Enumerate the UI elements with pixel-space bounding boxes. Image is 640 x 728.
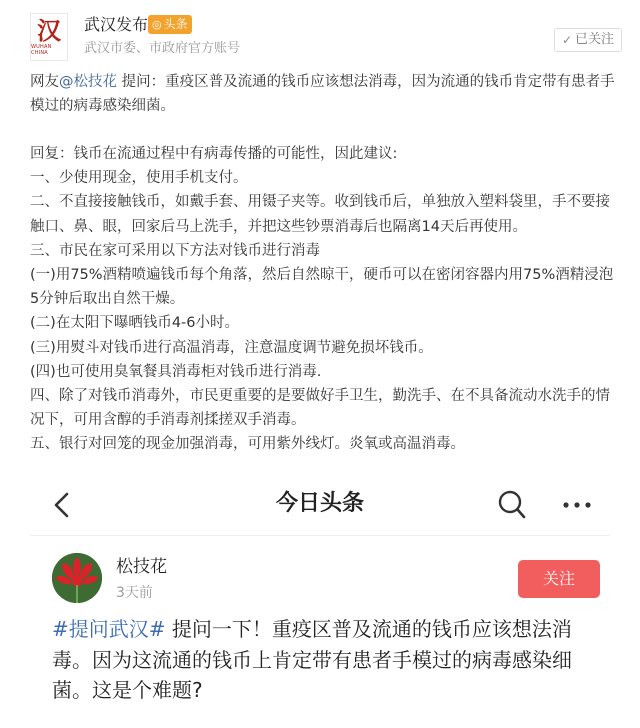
badge-label: 头条 [163,17,188,31]
followed-button[interactable] [554,28,622,52]
search-icon[interactable] [497,489,527,521]
reply-line: (三)用熨斗对钱币进行高温消毒，注意温度调节避免损坏钱币。 [30,339,433,356]
post-body-text: 提问一下！重疫区普及流通的钱币应该想法消毒。因为这流通的钱币上肯定带有患者手模过的病毒感染细菌。这是个难题? [52,617,572,702]
follow-button[interactable]: 关注 [518,560,600,598]
reply-line: (四)也可使用臭氧餐具消毒柜对钱币进行消毒. [30,363,322,380]
logo-text: WUHAN CHINA [31,44,52,56]
app-title: 今日头条 [275,491,364,516]
reply-line: (一)用75%酒精喷遍钱币每个角落，然后自然晾干，硬币可以在密闭容器内用75%酒精浸泡5分钟后取出自然干燥。 [30,267,614,308]
topic-link[interactable]: #提问武汉# [52,617,166,641]
question-paragraph [30,70,620,118]
user-mention-link[interactable]: @松技花 [59,74,117,90]
question-text: 提问：重疫区普及流通的钱币应该想法消毒，因为流通的钱币肯定带有患者手模过的病毒感染细菌。 [30,74,615,114]
embedded-app-screenshot [30,474,610,728]
reply-line: 三、市民在家可采用以下方法对钱币进行消毒 [30,242,320,259]
reply-line: 四、除了对钱币消毒外，市民更重要的是要做好手卫生，勤洗手、在不具备流动水洗手的情况下，可用含醇的手消毒剂揉搓双手消毒。 [30,388,610,429]
post-text [52,614,602,706]
account-description: 武汉市委、市政府官方账号 [84,41,241,56]
article-body [30,70,620,457]
check-icon: ✓ [561,33,573,47]
post-author-name[interactable]: 松技花 [116,557,167,577]
account-header [0,0,640,72]
reply-line: 五、银行对回笼的现金加强消毒，可用紫外线灯。炎氧或高温消毒。 [30,436,465,453]
toutiao-badge [148,15,192,34]
followed-label: 已关注 [575,32,615,47]
toutiao-icon: ◎ [152,18,162,31]
reply-line: 二、不直接接触钱币，如戴手套、用镊子夹等。收到钱币后，单独放入塑料袋里，手不要接触口、鼻、眼，回家后马上洗手，并把这些钞票消毒后也隔离14天后再使用。 [30,194,610,235]
logo-glyph: 汉 [37,17,61,45]
app-top-bar [30,474,610,536]
reply-block [30,142,620,457]
question-prefix: 网友 [30,74,59,90]
reply-line: 回复：钱币在流通过程中有病毒传播的可能性，因此建议: [30,146,398,162]
post-time: 3天前 [116,585,153,601]
account-avatar[interactable] [30,13,68,61]
flower-image [52,553,102,603]
more-icon[interactable] [562,500,592,510]
reply-line: 一、少使用现金，使用手机支付。 [30,170,248,187]
post-author-avatar[interactable] [52,553,102,603]
reply-line: (二)在太阳下曝晒钱币4-6小时。 [30,315,239,332]
account-name[interactable]: 武汉发布 [84,15,149,34]
